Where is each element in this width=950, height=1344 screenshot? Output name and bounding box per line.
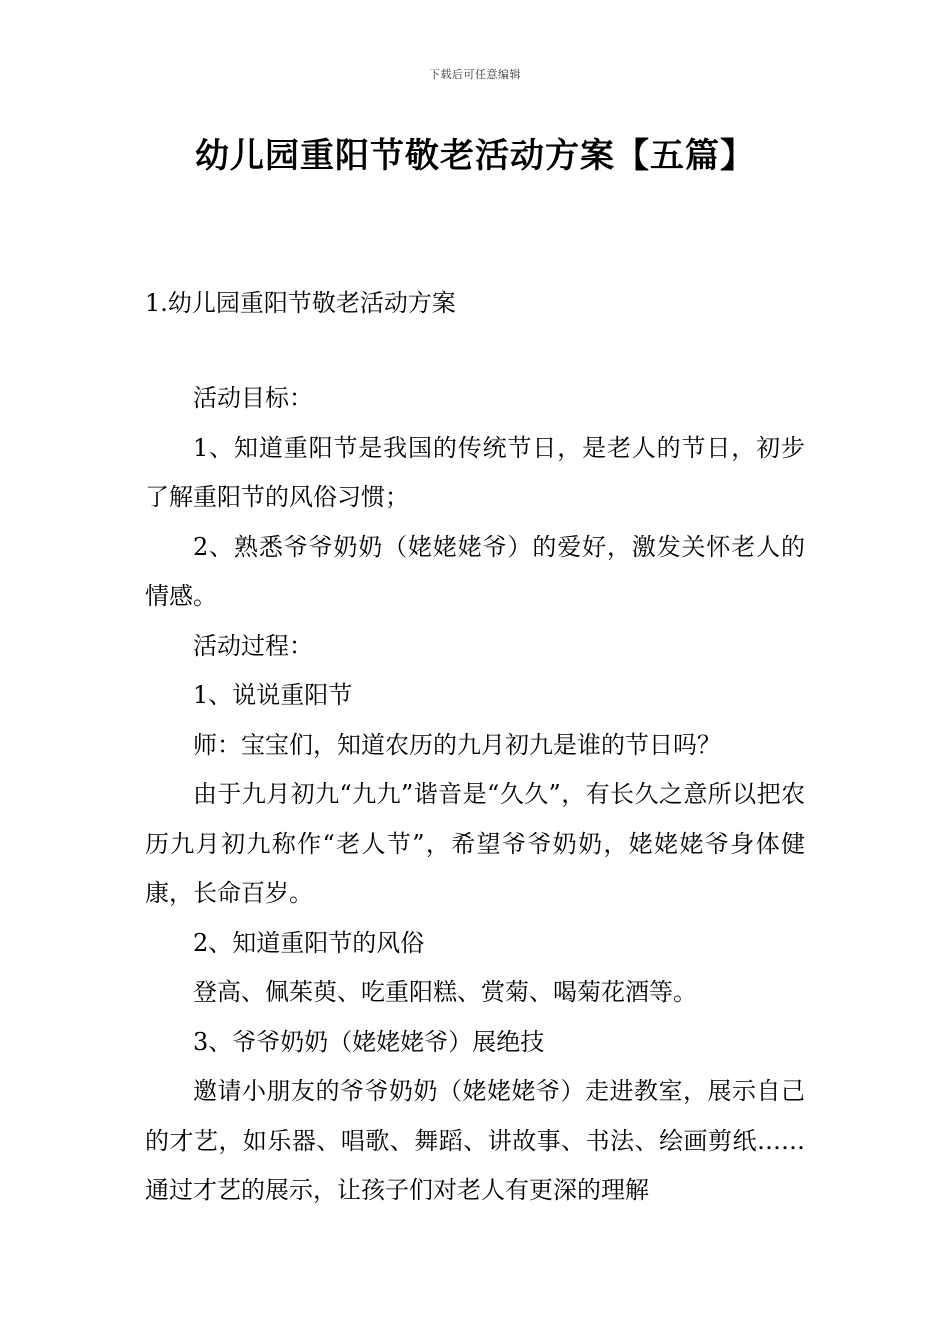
paragraph-festival-explanation: 由于九月初九“九九”谐音是“久久”，有长久之意所以把农历九月初九称作“老人节”，希望爷爷奶奶，姥姥姥爷身体健康，长命百岁。	[145, 780, 805, 907]
paragraph-goal-2: 2、熟悉爷爷奶奶（姥姥姥爷）的爱好，激发关怀老人的情感。	[145, 532, 805, 610]
section-heading: 1.幼儿园重阳节敬老活动方案	[145, 289, 456, 317]
paragraph-step-1-heading: 1、说说重阳节	[193, 681, 353, 709]
paragraph-goal-1: 1、知道重阳节是我国的传统节日，是老人的节日，初步了解重阳节的风俗习惯；	[145, 433, 805, 511]
paragraph-activity-process-heading: 活动过程：	[193, 631, 313, 660]
paragraph-teacher-question: 师：宝宝们，知道农历的九月初九是谁的节日吗？	[193, 730, 721, 759]
header-note: 下载后可任意编辑	[429, 68, 521, 81]
paragraph-customs-list: 登高、佩茱萸、吃重阳糕、赏菊、喝菊花酒等。	[193, 978, 697, 1006]
paragraph-step-3-heading: 3、爷爷奶奶（姥姥姥爷）展绝技	[193, 1027, 545, 1056]
paragraph-talent-show: 邀请小朋友的爷爷奶奶（姥姥姥爷）走进教室，展示自己的才艺，如乐器、唱歌、舞蹈、讲故事、书法、绘画剪纸……通过才艺的展示，让孩子们对老人有更深的理解	[145, 1077, 805, 1204]
body-text	[145, 374, 805, 1216]
paragraph-activity-goals-heading: 活动目标：	[193, 384, 313, 412]
document-title: 幼儿园重阳节敬老活动方案【五篇】	[195, 136, 755, 176]
paragraph-step-2-heading: 2、知道重阳节的风俗	[193, 928, 425, 957]
